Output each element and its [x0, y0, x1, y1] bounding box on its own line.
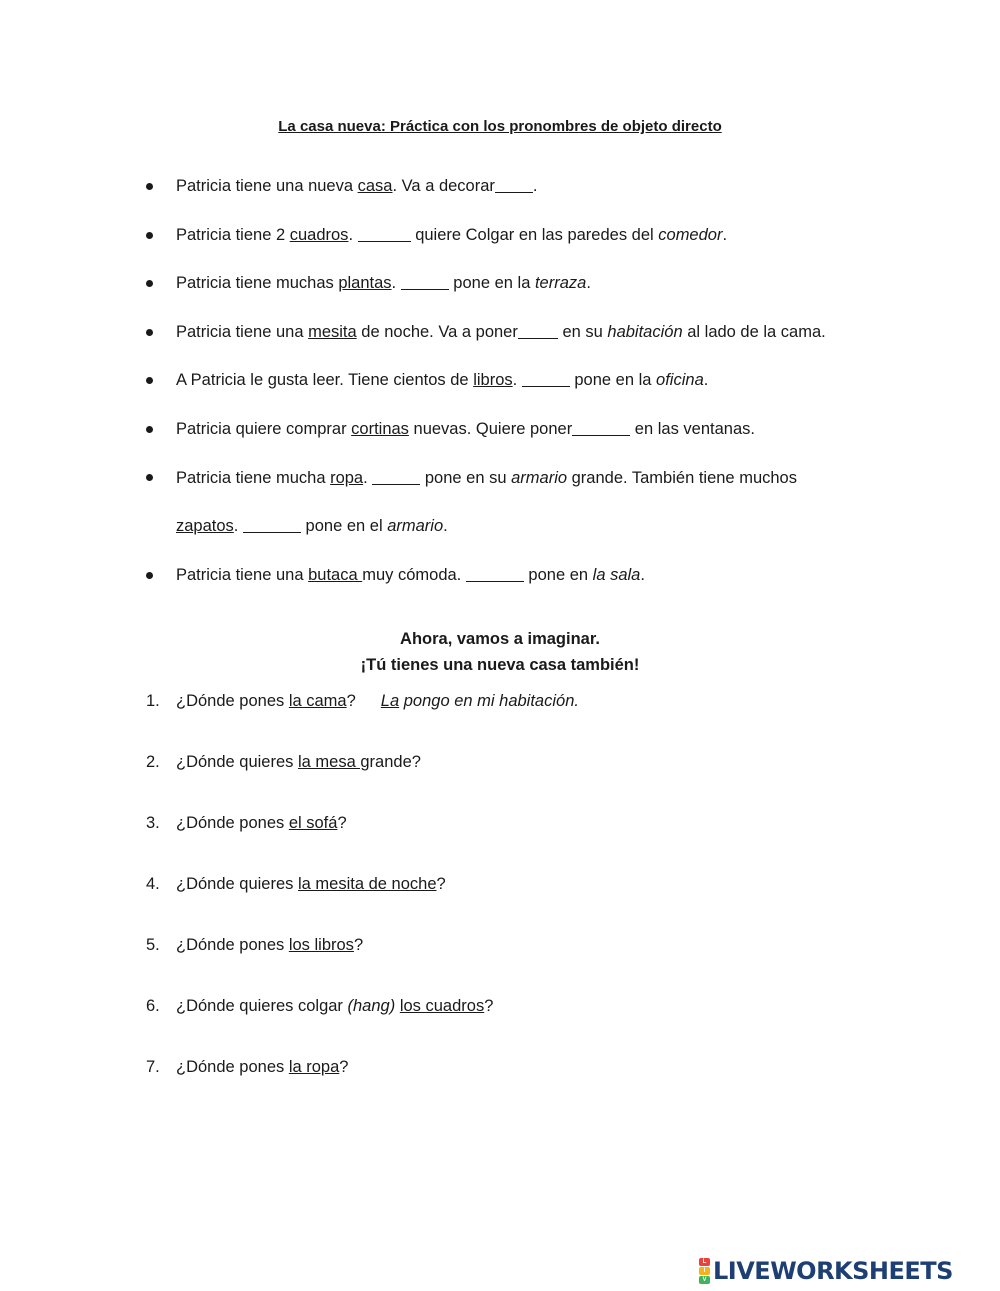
question-item-4: 4. ¿Dónde quieres la mesita de noche? [146, 875, 446, 893]
exercise-item-6: Patricia quiere comprar cortinas nuevas. Quiere poner en las ventanas. [146, 419, 946, 440]
logo-text: LIVEWORKSHEETS [713, 1257, 953, 1285]
answer-blank[interactable] [401, 275, 449, 290]
answer-blank[interactable] [372, 470, 420, 485]
answer-blank[interactable] [243, 518, 301, 533]
liveworksheets-logo[interactable] [699, 1256, 953, 1286]
question-item-3: 3. ¿Dónde pones el sofá? [146, 814, 347, 832]
logo-block-v: V [699, 1276, 710, 1284]
logo-block-l: L [699, 1258, 710, 1266]
section-heading-line-2: ¡Tú tienes una nueva casa también! [360, 656, 640, 674]
question-list [146, 690, 946, 1117]
question-item-2: 2. ¿Dónde quieres la mesa grande? [146, 753, 421, 771]
answer-blank[interactable] [358, 227, 411, 242]
question-item-1: 1. ¿Dónde pones la cama? La pongo en mi habitación. [146, 692, 579, 710]
logo-block-i: I [699, 1267, 710, 1275]
exercise-bullet-list [146, 176, 946, 613]
exercise-item-8: Patricia tiene una butaca muy cómoda. pone en la sala. [146, 565, 946, 586]
exercise-item-7: Patricia tiene mucha ropa. pone en su armario grande. También tiene muchos zapatos. pone en el armario. [146, 454, 946, 551]
answer-blank[interactable] [466, 567, 524, 582]
question-item-7: 7. ¿Dónde pones la ropa? [146, 1058, 349, 1076]
exercise-item-2: Patricia tiene 2 cuadros. quiere Colgar en las paredes del comedor. [146, 225, 946, 246]
question-item-6: 6. ¿Dónde quieres colgar (hang) los cuadros? [146, 997, 494, 1015]
answer-blank[interactable] [518, 324, 558, 339]
answer-blank[interactable] [495, 178, 533, 193]
answer-blank[interactable] [522, 372, 570, 387]
answer-blank[interactable] [572, 421, 630, 436]
question-item-5: 5. ¿Dónde pones los libros? [146, 936, 364, 954]
logo-mark-icon [699, 1258, 710, 1284]
page-title: La casa nueva: Práctica con los pronombres de objeto directo [278, 118, 722, 135]
section-heading [0, 626, 1000, 678]
exercise-item-4: Patricia tiene una mesita de noche. Va a poner en su habitación al lado de la cama. [146, 322, 946, 343]
exercise-item-1: Patricia tiene una nueva casa. Va a decorar . [146, 176, 946, 197]
sample-answer: La pongo en mi habitación. [380, 692, 579, 710]
exercise-item-3: Patricia tiene muchas plantas. pone en la terraza. [146, 273, 946, 294]
section-heading-line-1: Ahora, vamos a imaginar. [400, 630, 600, 648]
exercise-item-5: A Patricia le gusta leer. Tiene cientos de libros. pone en la oficina. [146, 370, 946, 391]
